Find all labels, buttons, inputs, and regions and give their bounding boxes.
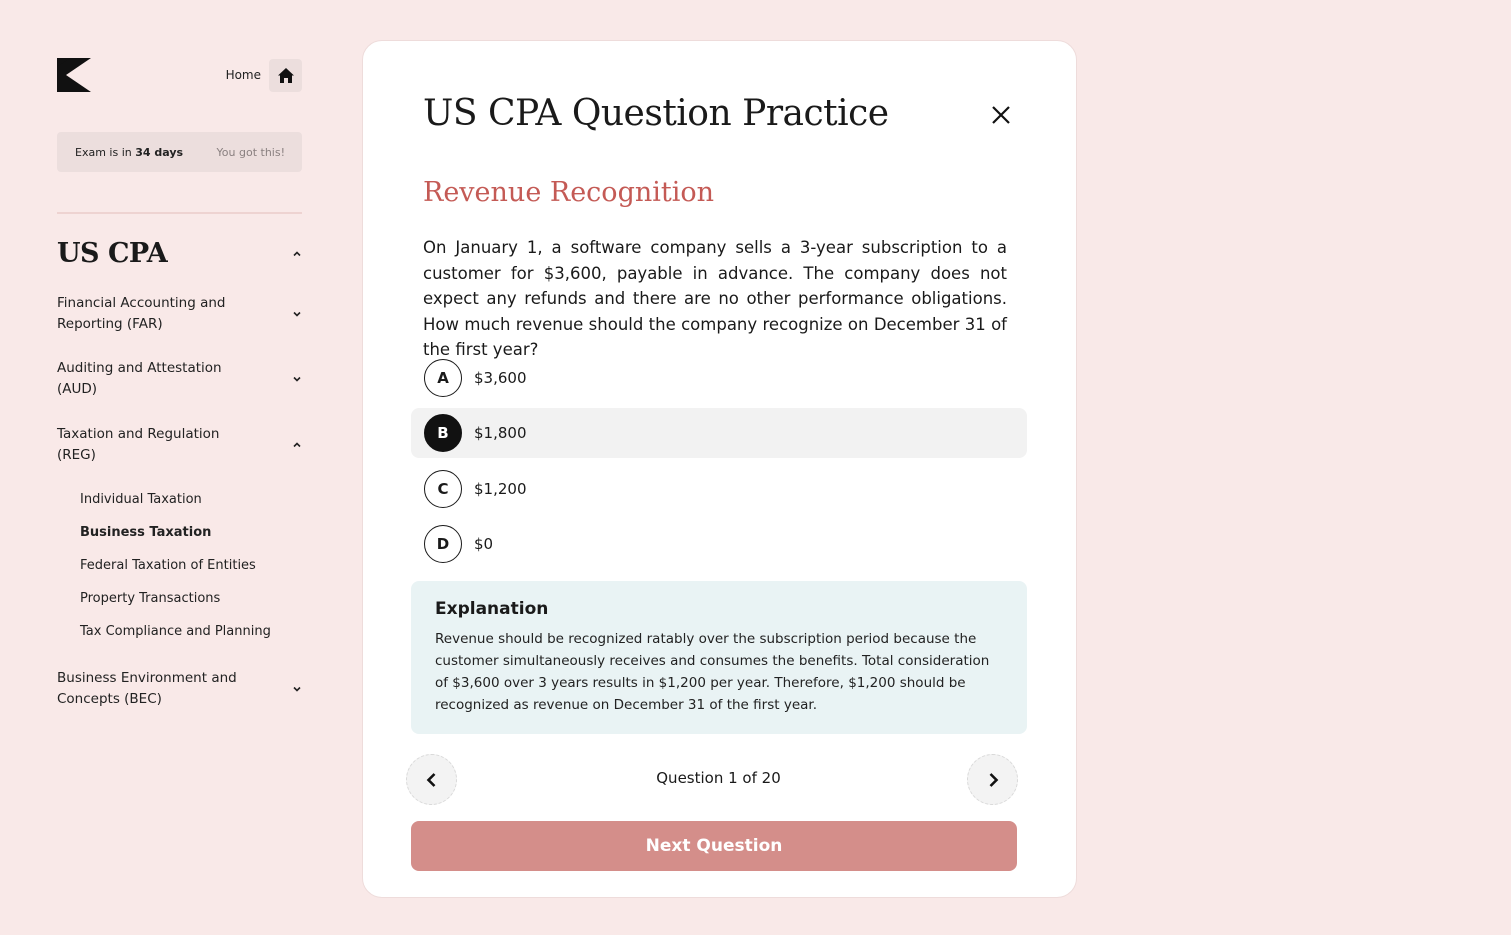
section-reg[interactable] bbox=[57, 424, 302, 466]
option-letter: B bbox=[424, 414, 462, 452]
subtopic-tax-compliance-and-planning[interactable]: Tax Compliance and Planning bbox=[80, 624, 271, 639]
subtopic-individual-taxation[interactable]: Individual Taxation bbox=[80, 492, 202, 507]
section-label: Taxation and Regulation (REG) bbox=[57, 426, 220, 463]
option-text: $1,200 bbox=[474, 480, 527, 498]
section-far[interactable] bbox=[57, 293, 302, 335]
option-c[interactable] bbox=[411, 464, 1027, 514]
home-button[interactable] bbox=[269, 59, 302, 92]
section-label: Financial Accounting and Reporting (FAR) bbox=[57, 295, 226, 332]
option-letter: D bbox=[424, 525, 462, 563]
topic-title: Revenue Recognition bbox=[423, 177, 715, 208]
next-question-button[interactable]: Next Question bbox=[411, 821, 1017, 871]
exam-countdown-text bbox=[75, 146, 183, 159]
reg-subtopics bbox=[57, 483, 302, 648]
chevron-right-icon bbox=[986, 772, 1000, 788]
option-text: $0 bbox=[474, 535, 494, 553]
course-header[interactable] bbox=[57, 238, 302, 269]
close-icon[interactable] bbox=[989, 103, 1013, 127]
chevron-down-icon bbox=[292, 374, 302, 384]
subtopic-federal-taxation-of-entities[interactable]: Federal Taxation of Entities bbox=[80, 558, 256, 573]
course-title: US CPA bbox=[57, 238, 168, 269]
chevron-up-icon bbox=[292, 440, 302, 450]
option-text: $1,800 bbox=[474, 424, 527, 442]
chevron-up-icon[interactable] bbox=[292, 249, 302, 259]
explanation-body: Revenue should be recognized ratably over the subscription period because the customer simultaneously receives and consumes the benefits. Total consideration of $3,600 over 3 years results in $1,200 per year. Therefore, $1,200 should be recognized as revenue on December 31 of the first year. bbox=[435, 631, 990, 713]
option-letter: A bbox=[424, 359, 462, 397]
sidebar-topbar bbox=[57, 58, 302, 92]
exam-days: 34 days bbox=[135, 145, 184, 159]
option-a[interactable] bbox=[411, 353, 1027, 403]
section-bec[interactable] bbox=[57, 668, 302, 710]
explanation-heading: Explanation bbox=[435, 599, 549, 619]
explanation-panel bbox=[411, 581, 1027, 734]
home-label: Home bbox=[225, 68, 261, 82]
subtopic-property-transactions[interactable]: Property Transactions bbox=[80, 591, 221, 606]
next-arrow-button[interactable] bbox=[967, 754, 1018, 805]
subtopic-business-taxation[interactable]: Business Taxation bbox=[80, 525, 212, 540]
question-text: On January 1, a software company sells a 3-year subscription to a customer for $3,600, payable in advance. The company does not expect any refunds and there are no other performance obligations. How much revenue should the company recognize on December 31 of the first year? bbox=[423, 238, 1007, 359]
logo-icon[interactable] bbox=[57, 58, 91, 92]
sidebar bbox=[57, 58, 302, 710]
question-card bbox=[362, 40, 1077, 898]
question-counter: Question 1 of 20 bbox=[656, 769, 781, 787]
section-label: Auditing and Attestation (AUD) bbox=[57, 360, 222, 397]
section-aud[interactable] bbox=[57, 358, 302, 400]
option-letter: C bbox=[424, 470, 462, 508]
chevron-down-icon bbox=[292, 684, 302, 694]
option-b[interactable] bbox=[411, 408, 1027, 458]
option-d[interactable] bbox=[411, 519, 1027, 569]
home-link[interactable] bbox=[226, 59, 302, 92]
chevron-down-icon bbox=[292, 309, 302, 319]
exam-countdown bbox=[57, 132, 302, 172]
option-text: $3,600 bbox=[474, 369, 527, 387]
exam-prefix: Exam is in bbox=[75, 145, 132, 159]
sidebar-divider bbox=[57, 212, 302, 214]
page-title: US CPA Question Practice bbox=[423, 93, 889, 134]
exam-encouragement: You got this! bbox=[216, 145, 285, 159]
home-icon bbox=[277, 67, 295, 84]
section-label: Business Environment and Concepts (BEC) bbox=[57, 670, 237, 707]
